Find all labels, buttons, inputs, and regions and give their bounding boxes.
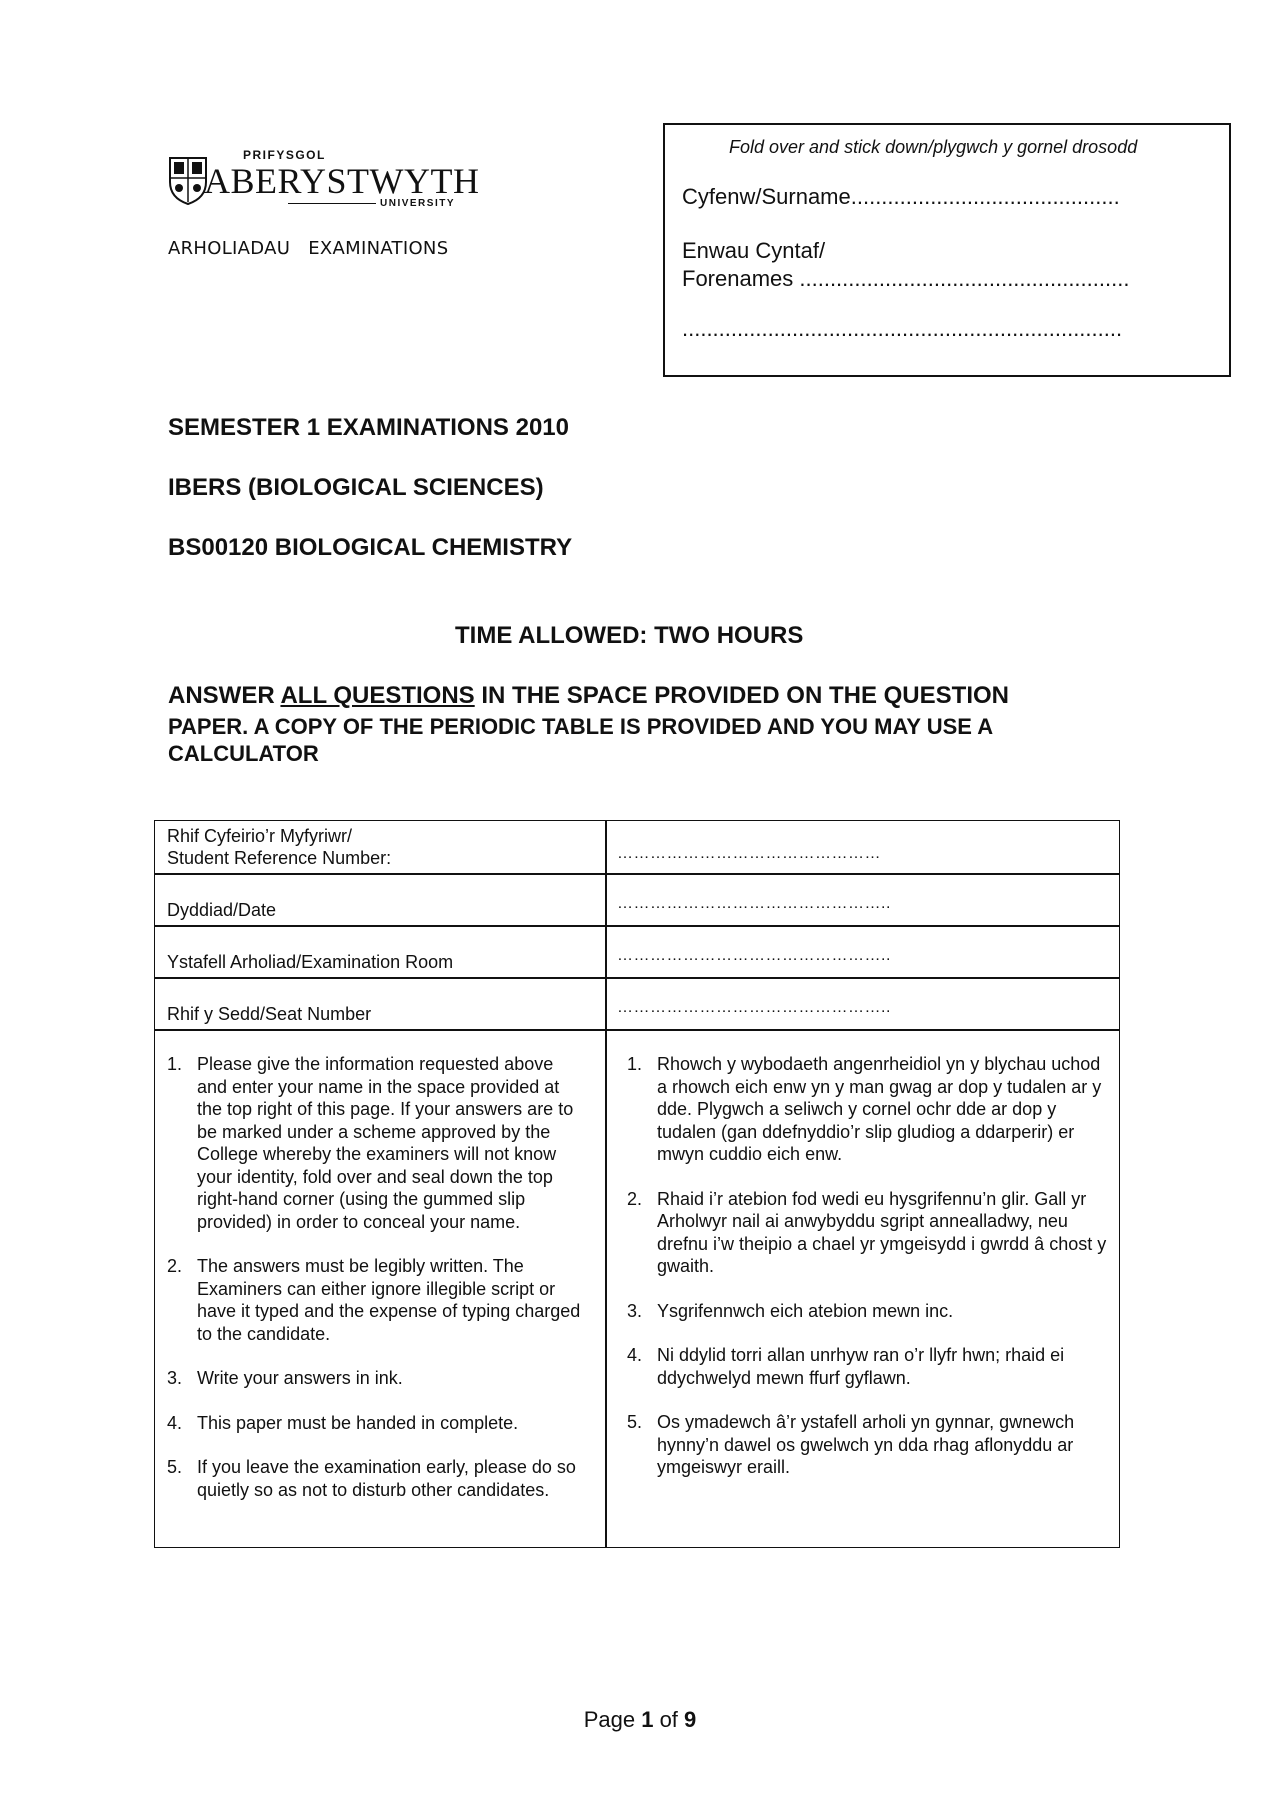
item-number: 3.: [627, 1300, 643, 1321]
item-text: This paper must be handed in complete.: [197, 1412, 519, 1433]
forenames-label: Enwau Cyntaf/: [682, 238, 826, 263]
logo-prifysgol: PRIFYSGOL: [243, 148, 326, 162]
date-field[interactable]: …………………………………………..: [617, 895, 891, 912]
list-item: [167, 1456, 587, 1501]
surname-field[interactable]: Cyfenw/Surname............................................: [682, 184, 1120, 209]
exams-label-english: EXAMINATIONS: [308, 238, 449, 259]
table-row-divider: [155, 873, 1119, 875]
item-text: Os ymadewch â’r ystafell arholi yn gynnar, gwnewch hynny’n dawel os gwelwch yn dda rhag aflonyddu ar ymgeiswyr eraill.: [657, 1412, 1075, 1477]
examinations-label: [168, 238, 448, 259]
list-item: [627, 1344, 1107, 1389]
page-current: 1: [641, 1707, 654, 1732]
page-middle: of: [653, 1707, 685, 1732]
list-item: [627, 1300, 1107, 1323]
seat-number-field[interactable]: …………………………………………..: [617, 999, 891, 1016]
forenames-field[interactable]: Forenames ......................................................: [682, 266, 1130, 291]
list-item: [627, 1053, 1107, 1166]
item-text: If you leave the examination early, please do so quietly so as not to disturb other candidates.: [197, 1457, 576, 1500]
page-total: 9: [684, 1707, 697, 1732]
student-reference-field[interactable]: …………………………………………: [617, 845, 881, 862]
answer-instruction-rest: PAPER. A COPY OF THE PERIODIC TABLE IS PROVIDED AND YOU MAY USE A CALCULATOR: [168, 714, 993, 766]
answer-underlined: ALL QUESTIONS: [280, 682, 475, 709]
semester-heading: SEMESTER 1 EXAMINATIONS 2010: [168, 414, 569, 441]
fold-note: Fold over and stick down/plygwch y gornel drosodd: [729, 137, 1138, 157]
item-text: Ni ddylid torri allan unrhyw ran o’r llyfr hwn; rhaid ei ddychwelyd mewn ffurf gyflawn.: [657, 1345, 1065, 1388]
student-reference-label: [167, 825, 391, 869]
list-item: [167, 1255, 587, 1345]
forenames-extra-line[interactable]: ........................................................................: [682, 316, 1123, 341]
table-row-divider: [155, 925, 1119, 927]
exams-label-welsh: ARHOLIADAU: [168, 238, 291, 259]
examination-room-label: Ystafell Arholiad/Examination Room: [167, 952, 454, 972]
logo-aberystwyth: ABERYSTWYTH: [204, 161, 480, 201]
item-number: 5.: [167, 1457, 183, 1477]
item-number: 2.: [627, 1188, 643, 1209]
answer-instruction: [168, 682, 1009, 710]
table-column-divider: [605, 821, 607, 1547]
list-item: [167, 1367, 587, 1390]
page-number: [0, 1707, 1280, 1733]
item-number: 1.: [627, 1054, 643, 1074]
item-text: Write your answers in ink.: [197, 1368, 403, 1388]
seat-number-label: Rhif y Sedd/Seat Number: [167, 1004, 372, 1024]
list-item: [627, 1411, 1107, 1479]
logo-rule: [288, 203, 376, 204]
item-number: 4.: [627, 1345, 643, 1365]
item-text: The answers must be legibly written. The Examiners can either ignore illegible script or have it typed and the expense of typing charged to the candidate.: [197, 1256, 581, 1344]
student-reference-label-english: Student Reference Number:: [167, 848, 392, 868]
student-info-table: [154, 820, 1120, 1548]
logo-university: UNIVERSITY: [380, 198, 456, 209]
time-allowed: TIME ALLOWED: TWO HOURS: [455, 622, 804, 649]
list-item: [167, 1412, 587, 1435]
module-heading: BS00120 BIOLOGICAL CHEMISTRY: [168, 534, 573, 561]
answer-prefix: ANSWER: [168, 682, 281, 709]
item-number: 3.: [167, 1368, 183, 1388]
table-row-divider: [155, 977, 1119, 979]
item-number: 5.: [627, 1412, 643, 1432]
item-text: Ysgrifennwch eich atebion mewn inc.: [657, 1300, 954, 1321]
instructions-welsh: [627, 1053, 1107, 1501]
answer-suffix: IN THE SPACE PROVIDED ON THE QUESTION: [474, 682, 1009, 709]
item-text: Rhaid i’r atebion fod wedi eu hysgrifennu’n glir. Gall yr Arholwyr nail ai anwybyddu sgript annealladwy, neu drefnu i’w theipio a chael yr ymgeisydd i gwrdd â chost y gwaith.: [657, 1188, 1107, 1276]
date-label: Dyddiad/Date: [167, 900, 277, 920]
university-logo: [168, 148, 480, 214]
item-text: Please give the information requested above and enter your name in the space provided at the top right of this page. If your answers are to be marked under a scheme approved by the College whereby the examiners will not know your identity, fold over and seal down the top right-hand corner (using the gummed slip provided) in order to conceal your name.: [197, 1054, 574, 1232]
department-heading: IBERS (BIOLOGICAL SCIENCES): [168, 474, 544, 501]
item-number: 4.: [167, 1412, 183, 1433]
item-number: 1.: [167, 1054, 183, 1074]
instructions-english: [167, 1053, 587, 1523]
table-row-divider: [155, 1029, 1119, 1031]
page-prefix: Page: [583, 1707, 642, 1732]
name-fold-box: [663, 123, 1231, 377]
item-number: 2.: [167, 1256, 183, 1276]
item-text: Rhowch y wybodaeth angenrheidiol yn y blychau uchod a rhowch eich enw yn y man gwag ar dop y tudalen ar y dde. Plygwch a seliwch y cornel ochr dde ar dop y tudalen (gan ddefnyddio’r slip gludiog a ddarperir) er mwyn cuddio eich enw.: [657, 1054, 1102, 1164]
examination-room-field[interactable]: …………………………………………..: [617, 947, 891, 964]
student-reference-label-welsh: Rhif Cyfeirio’r Myfyriwr/: [167, 826, 353, 846]
crest-icon: [168, 156, 208, 206]
list-item: [627, 1188, 1107, 1278]
list-item: [167, 1053, 587, 1233]
